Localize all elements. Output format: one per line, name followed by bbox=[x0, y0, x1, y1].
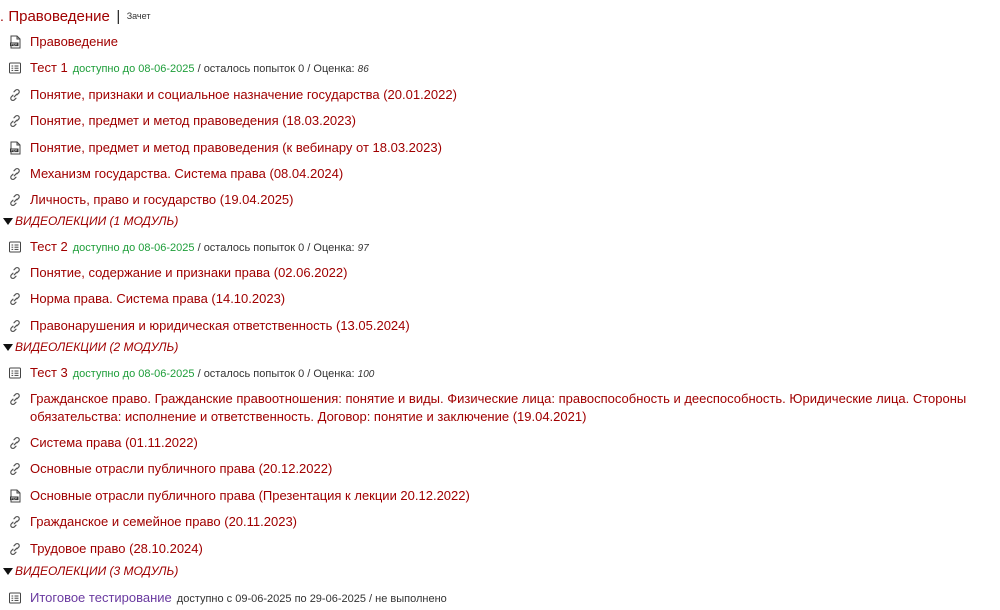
item-text bbox=[30, 191, 293, 209]
section-toggle[interactable] bbox=[3, 339, 178, 355]
item-text bbox=[30, 317, 410, 335]
link-item bbox=[8, 390, 1000, 426]
score-value: 86 bbox=[357, 64, 369, 75]
link-icon bbox=[8, 114, 22, 128]
item-link[interactable]: Правонарушения и юридическая ответственность (13.05.2024) bbox=[30, 318, 410, 333]
section-title: ВИДЕОЛЕКЦИИ (1 МОДУЛЬ) bbox=[15, 214, 179, 228]
link-icon bbox=[8, 292, 22, 306]
item-text bbox=[30, 86, 457, 104]
item-link[interactable]: Норма права. Система права (14.10.2023) bbox=[30, 291, 286, 306]
link-icon bbox=[8, 462, 22, 476]
link-icon bbox=[8, 319, 22, 333]
link-item bbox=[8, 540, 1000, 558]
item-text bbox=[30, 264, 347, 282]
final-test-item bbox=[8, 589, 1000, 608]
section-title: ВИДЕОЛЕКЦИИ (3 МОДУЛЬ) bbox=[15, 564, 179, 578]
item-link[interactable]: Основные отрасли публичного права (Презентация к лекции 20.12.2022) bbox=[30, 488, 470, 503]
section-toggle[interactable] bbox=[3, 213, 178, 229]
quiz-icon bbox=[8, 366, 22, 380]
test-meta bbox=[73, 63, 369, 75]
link-icon bbox=[8, 515, 22, 529]
test-meta bbox=[73, 242, 369, 254]
item-link[interactable]: Система права (01.11.2022) bbox=[30, 435, 198, 450]
link-icon bbox=[8, 436, 22, 450]
item-link[interactable]: Механизм государства. Система права (08.04.2024) bbox=[30, 166, 344, 181]
quiz-icon bbox=[8, 591, 22, 605]
course-separator: | bbox=[116, 8, 121, 25]
item-text bbox=[30, 165, 343, 183]
item-text bbox=[30, 33, 118, 51]
availability-text: доступно до 08-06-2025 bbox=[72, 242, 195, 254]
item-text bbox=[30, 487, 470, 505]
caret-down-icon bbox=[3, 344, 13, 351]
test-item bbox=[8, 59, 1000, 79]
item-link[interactable]: Личность, право и государство (19.04.2025) bbox=[30, 192, 294, 207]
test-item bbox=[8, 364, 1000, 384]
test-meta bbox=[73, 368, 375, 380]
item-link[interactable]: Понятие, предмет и метод правоведения (18.03.2023) bbox=[30, 113, 356, 128]
link-item bbox=[8, 165, 1000, 183]
link-item bbox=[8, 317, 1000, 335]
link-item bbox=[8, 434, 1000, 452]
link-icon bbox=[8, 193, 22, 207]
svg-text:PDF: PDF bbox=[11, 148, 18, 153]
quiz-icon bbox=[8, 240, 22, 254]
item-text bbox=[30, 112, 356, 130]
item-link[interactable]: Понятие, признаки и социальное назначение государства (20.01.2022) bbox=[30, 87, 457, 102]
link-item bbox=[8, 290, 1000, 308]
course-header bbox=[0, 8, 150, 26]
section-title: ВИДЕОЛЕКЦИИ (2 МОДУЛЬ) bbox=[15, 340, 179, 354]
quiz-icon bbox=[8, 61, 22, 75]
link-item bbox=[8, 513, 1000, 531]
link-icon bbox=[8, 392, 22, 406]
course-assessment-type: Зачет bbox=[126, 11, 151, 21]
link-item bbox=[8, 460, 1000, 478]
course-name-link[interactable]: Правоведение bbox=[8, 8, 110, 25]
item-text bbox=[30, 589, 447, 608]
item-text bbox=[30, 238, 369, 258]
score-value: 97 bbox=[357, 243, 369, 254]
item-text bbox=[30, 290, 285, 308]
item-text bbox=[30, 59, 369, 79]
link-item bbox=[8, 191, 1000, 209]
test-item bbox=[8, 238, 1000, 258]
item-link[interactable]: Тест 3 bbox=[30, 365, 68, 380]
item-link[interactable]: Итоговое тестирование bbox=[30, 590, 172, 605]
item-text bbox=[30, 139, 442, 157]
section-toggle[interactable] bbox=[3, 563, 178, 579]
score-value: 100 bbox=[357, 369, 375, 380]
course-bullet: . bbox=[0, 8, 4, 24]
svg-text:PDF: PDF bbox=[11, 496, 18, 501]
item-text bbox=[30, 540, 203, 558]
attempts-text: / осталось попыток 0 / Оценка: bbox=[197, 368, 355, 380]
item-text bbox=[30, 364, 374, 384]
availability-text: доступно с 09-06-2025 по 29-06-2025 / не выполнено bbox=[176, 593, 447, 605]
link-icon bbox=[8, 542, 22, 556]
item-link[interactable]: Гражданское право. Гражданские правоотношения: понятие и виды. Физические лица: правоспособность и дееспособность. Юридические лица. Стороны обязательства: исполнение и ответственность. Договор: понятие и заключение (19.04.2021) bbox=[30, 391, 967, 424]
item-text bbox=[30, 434, 198, 452]
link-icon bbox=[8, 266, 22, 280]
link-icon bbox=[8, 88, 22, 102]
link-item bbox=[8, 264, 1000, 282]
link-item bbox=[8, 86, 1000, 104]
caret-down-icon bbox=[3, 568, 13, 575]
item-text bbox=[30, 513, 297, 531]
link-icon bbox=[8, 167, 22, 181]
availability-text: доступно до 08-06-2025 bbox=[72, 63, 195, 75]
link-item bbox=[8, 112, 1000, 130]
item-link[interactable]: Трудовое право (28.10.2024) bbox=[30, 541, 203, 556]
pdf-item bbox=[8, 33, 1000, 51]
pdf-file-icon bbox=[8, 141, 22, 155]
item-link[interactable]: Основные отрасли публичного права (20.12.2022) bbox=[30, 461, 333, 476]
item-link[interactable]: Понятие, содержание и признаки права (02.06.2022) bbox=[30, 265, 348, 280]
item-link[interactable]: Тест 2 bbox=[30, 239, 68, 254]
item-link[interactable]: Тест 1 bbox=[30, 60, 68, 75]
item-link[interactable]: Понятие, предмет и метод правоведения (к вебинару от 18.03.2023) bbox=[30, 140, 442, 155]
item-link[interactable]: Правоведение bbox=[30, 34, 118, 49]
attempts-text: / осталось попыток 0 / Оценка: bbox=[197, 242, 355, 254]
pdf-file-icon bbox=[8, 489, 22, 503]
pdf-file-icon bbox=[8, 35, 22, 49]
item-link[interactable]: Гражданское и семейное право (20.11.2023) bbox=[30, 514, 298, 529]
attempts-text: / осталось попыток 0 / Оценка: bbox=[197, 63, 355, 75]
pdf-item bbox=[8, 487, 1000, 505]
item-text bbox=[30, 390, 1000, 426]
item-text bbox=[30, 460, 332, 478]
svg-text:PDF: PDF bbox=[11, 42, 18, 47]
pdf-item bbox=[8, 139, 1000, 157]
caret-down-icon bbox=[3, 218, 13, 225]
availability-text: доступно до 08-06-2025 bbox=[72, 368, 195, 380]
